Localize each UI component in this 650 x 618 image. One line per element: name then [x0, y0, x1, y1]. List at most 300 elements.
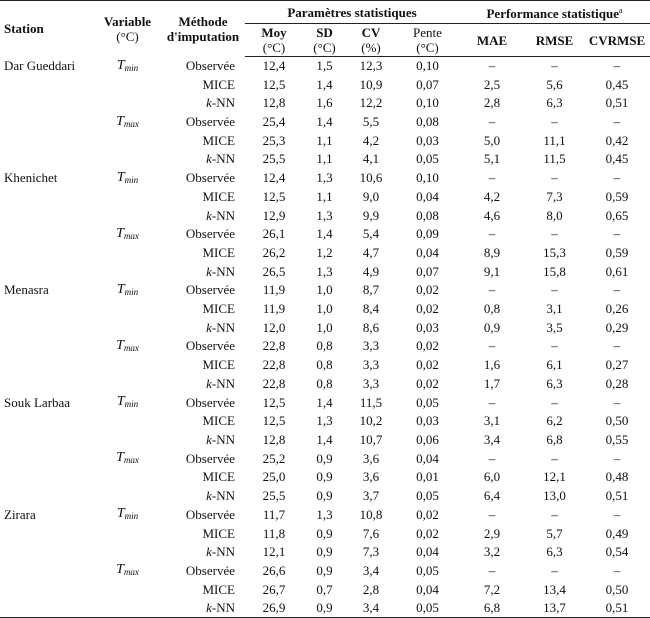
station-cell [0, 150, 94, 169]
variable-symbol: T [116, 57, 125, 73]
rmse-cell: 13,0 [543, 487, 566, 503]
cvrmse-cell: 0,50 [605, 413, 629, 429]
sd-cell: 0,8 [316, 375, 333, 391]
table-row [0, 188, 650, 207]
method-k-prefix: k [206, 599, 212, 615]
table-row [0, 76, 650, 95]
variable-header-line2: (°C) [116, 28, 139, 44]
cv-cell: 12,2 [359, 95, 383, 111]
station-cell [0, 543, 94, 562]
station-cell [0, 94, 94, 113]
method-label: Observée [185, 114, 235, 130]
variable-cell [94, 393, 161, 412]
station-cell [0, 449, 94, 468]
pente-header-line2: (°C) [416, 40, 439, 55]
mae-cell: 7,2 [483, 581, 501, 597]
table-row [0, 561, 650, 580]
station-cell [0, 580, 94, 599]
method-label: -NN [211, 151, 235, 167]
cv-cell: 8,6 [362, 319, 380, 335]
moy-cell: 26,9 [245, 599, 303, 618]
table-row [0, 337, 650, 356]
pente-cell: 0,09 [416, 226, 439, 242]
station-cell [0, 599, 94, 618]
moy-cell: 26,2 [262, 245, 286, 261]
table-row [0, 57, 650, 76]
variable-symbol: T [116, 225, 124, 241]
pente-cell: 0,01 [416, 469, 439, 485]
perf-group-label: Performance statistique [486, 6, 619, 21]
variable-subscript: max [123, 342, 139, 353]
sd-cell: 0,9 [316, 487, 333, 503]
variable-cell [94, 468, 161, 487]
sd-cell: 1,4 [316, 394, 333, 410]
sd-cell: 1,3 [316, 170, 333, 186]
moy-header-line1: Moy [261, 25, 287, 40]
table-row [0, 524, 650, 543]
method-cell [161, 393, 245, 412]
variable-subscript: min [124, 286, 139, 297]
pente-cell: 0,02 [416, 375, 439, 391]
method-cell [161, 375, 245, 394]
variable-cell [94, 206, 161, 225]
cvrmse-cell: – [613, 394, 621, 410]
rmse-cell: 3,5 [546, 319, 563, 335]
cvrmse-cell: 0,49 [605, 525, 629, 541]
method-cell [161, 524, 245, 543]
method-cell [161, 169, 245, 188]
method-k-prefix: k [206, 431, 212, 447]
table-row [0, 580, 650, 599]
cvrmse-cell: – [613, 338, 621, 354]
station-cell [0, 524, 94, 543]
table-row [0, 300, 650, 319]
moy-cell: 12,0 [262, 319, 286, 335]
moy-cell: 25,5 [262, 151, 286, 167]
cvrmse-cell: 0,51 [605, 95, 629, 111]
cv-cell: 4,7 [362, 245, 380, 261]
sd-cell: 1,1 [316, 132, 333, 148]
mae-cell: – [488, 58, 496, 74]
variable-cell [94, 580, 161, 599]
variable-symbol: T [116, 113, 124, 129]
table-row [0, 94, 650, 113]
moy-cell: 12,5 [262, 394, 286, 410]
station-header: Station [0, 1, 94, 57]
cv-cell: 5,5 [362, 114, 380, 130]
pente-cell: 0,02 [416, 282, 439, 298]
cvrmse-cell: – [613, 58, 621, 74]
cvrmse-cell: 0,28 [605, 375, 629, 391]
cv-cell: 10,8 [359, 506, 383, 522]
cv-cell: 10,7 [359, 431, 383, 447]
method-label: Observée [185, 450, 235, 466]
mae-cell: – [488, 506, 496, 522]
method-header-line1: Méthode [178, 13, 228, 29]
method-label: MICE [202, 581, 235, 597]
method-label: Observée [185, 226, 235, 242]
table-row [0, 262, 650, 281]
method-label: MICE [202, 245, 235, 261]
station-cell [0, 431, 94, 450]
sd-cell: 1,0 [316, 282, 333, 298]
cv-cell: 3,6 [362, 469, 380, 485]
variable-cell [94, 244, 161, 263]
rmse-cell: 6,2 [546, 413, 563, 429]
rmse-cell: 11,5 [543, 151, 566, 167]
cv-header-line1: CV [361, 25, 381, 40]
cv-cell: 11,5 [359, 394, 383, 410]
method-k-prefix: k [206, 95, 212, 111]
station-cell [0, 225, 94, 244]
moy-cell: 12,5 [262, 188, 286, 204]
variable-subscript: min [124, 399, 139, 410]
variable-cell [94, 375, 161, 394]
sd-cell: 0,9 [316, 525, 333, 541]
method-cell [161, 356, 245, 375]
mae-cell: 1,6 [483, 357, 501, 373]
variable-cell [94, 524, 161, 543]
pente-cell: 0,04 [416, 245, 439, 261]
method-k-prefix: k [206, 263, 212, 279]
moy-cell: 12,4 [262, 170, 286, 186]
variable-symbol: T [116, 450, 124, 466]
method-header [161, 1, 245, 57]
method-label: MICE [202, 188, 235, 204]
table-row [0, 318, 650, 337]
mae-cell: 6,0 [483, 469, 501, 485]
cvrmse-cell: 0,45 [605, 76, 629, 92]
table-row [0, 393, 650, 412]
method-cell [161, 76, 245, 95]
cvrmse-cell: – [613, 282, 621, 298]
moy-cell: 12,8 [262, 95, 286, 111]
mae-cell: 2,9 [483, 525, 501, 541]
cv-header-line2: (%) [361, 40, 381, 55]
station-cell [0, 468, 94, 487]
moy-cell: 25,4 [262, 114, 286, 130]
moy-cell: 22,8 [262, 375, 286, 391]
pente-cell: 0,03 [416, 132, 439, 148]
moy-cell: 11,8 [262, 525, 286, 541]
variable-cell [94, 356, 161, 375]
moy-cell: 22,8 [262, 338, 286, 354]
rmse-cell: 15,8 [543, 263, 566, 279]
mae-cell: 2,8 [483, 95, 501, 111]
cv-cell: 4,9 [362, 263, 380, 279]
cv-cell: 3,4 [362, 562, 380, 578]
table-row [0, 244, 650, 263]
method-k-prefix: k [206, 375, 212, 391]
sd-cell: 0,8 [316, 357, 333, 373]
station-cell [0, 132, 94, 151]
variable-subscript: max [123, 567, 139, 578]
method-k-prefix: k [206, 319, 212, 335]
mae-cell: 5,0 [483, 132, 501, 148]
cv-cell: 5,4 [362, 226, 380, 242]
pente-header-line1: Pente [413, 25, 442, 40]
pente-cell: 0,03 [416, 319, 439, 335]
method-label: MICE [202, 357, 235, 373]
variable-cell [94, 487, 161, 506]
mae-cell: 4,6 [483, 207, 501, 223]
station-cell [0, 262, 94, 281]
method-cell [161, 244, 245, 263]
variable-subscript: max [123, 455, 139, 466]
mae-cell: 4,2 [483, 188, 501, 204]
variable-cell [94, 337, 161, 356]
method-label: -NN [211, 263, 235, 279]
variable-cell [94, 449, 161, 468]
variable-cell [94, 300, 161, 319]
moy-cell: 25,5 [262, 487, 286, 503]
cvrmse-cell: 0,51 [584, 599, 650, 618]
method-cell [161, 188, 245, 207]
rmse-cell: – [551, 58, 558, 74]
cv-cell: 2,8 [362, 581, 380, 597]
station-cell [0, 561, 94, 580]
sd-cell: 1,3 [316, 506, 333, 522]
table-row [0, 150, 650, 169]
station-cell [0, 300, 94, 319]
station-cell: Khenichet [4, 170, 58, 186]
pente-cell: 0,08 [416, 114, 439, 130]
method-cell [161, 337, 245, 356]
station-cell: Zirara [4, 506, 36, 522]
moy-header-line2: (°C) [262, 40, 286, 55]
variable-cell [94, 57, 161, 76]
rmse-cell: – [551, 282, 558, 298]
sd-cell: 0,9 [316, 450, 333, 466]
pente-cell: 0,02 [416, 338, 439, 354]
mae-cell: 3,2 [483, 544, 501, 560]
sd-cell: 1,1 [316, 188, 333, 204]
pente-cell: 0,07 [416, 263, 439, 279]
moy-cell: 12,4 [262, 58, 286, 74]
cvrmse-cell: – [613, 170, 621, 186]
cv-cell: 8,7 [362, 282, 380, 298]
pente-cell: 0,04 [416, 450, 439, 466]
moy-cell: 25,0 [262, 469, 286, 485]
sd-header-line2: (°C) [313, 40, 336, 55]
cv-cell: 12,3 [359, 58, 383, 74]
rmse-cell: – [551, 114, 558, 130]
pente-cell: 0,02 [416, 357, 439, 373]
moy-cell: 26,6 [262, 562, 286, 578]
cvrmse-cell: – [613, 226, 621, 242]
pente-cell: 0,10 [416, 58, 439, 74]
method-label: Observée [185, 562, 235, 578]
rmse-cell: 12,1 [543, 469, 566, 485]
table-row [0, 431, 650, 450]
variable-cell [94, 150, 161, 169]
variable-subscript: max [123, 230, 139, 241]
method-header-line2: d'imputation [166, 28, 240, 44]
cv-cell: 8,4 [362, 301, 380, 317]
variable-symbol: T [116, 562, 124, 578]
pente-cell: 0,05 [416, 487, 439, 503]
variable-cell [94, 113, 161, 132]
method-cell [161, 487, 245, 506]
cvrmse-cell: 0,27 [605, 357, 629, 373]
method-label: Observée [185, 506, 235, 522]
rmse-cell: 6,3 [546, 95, 563, 111]
variable-cell [94, 281, 161, 300]
variable-cell [94, 262, 161, 281]
variable-cell [94, 188, 161, 207]
cvrmse-cell: 0,61 [605, 263, 629, 279]
mae-cell: – [488, 562, 496, 578]
moy-cell: 11,7 [262, 506, 286, 522]
station-cell: Dar Gueddari [4, 58, 76, 73]
table-row [0, 375, 650, 394]
method-cell [161, 580, 245, 599]
method-label: MICE [202, 413, 235, 429]
method-label: -NN [211, 544, 235, 560]
mae-cell: 9,1 [483, 263, 501, 279]
table-row [0, 599, 650, 618]
variable-cell [94, 76, 161, 95]
method-cell [161, 412, 245, 431]
pente-cell: 0,02 [416, 525, 439, 541]
sd-cell: 0,9 [316, 469, 333, 485]
method-cell [161, 449, 245, 468]
method-label: -NN [211, 319, 235, 335]
sd-cell: 1,2 [316, 245, 333, 261]
method-k-prefix: k [206, 487, 212, 503]
cvrmse-cell: 0,26 [605, 301, 629, 317]
variable-subscript: min [124, 511, 139, 522]
method-cell [161, 468, 245, 487]
pente-cell: 0,10 [416, 170, 439, 186]
method-cell [161, 431, 245, 450]
cv-cell: 7,3 [362, 544, 380, 560]
method-cell [161, 599, 245, 618]
sd-cell: 1,5 [316, 58, 333, 74]
variable-symbol: T [116, 169, 125, 185]
method-label: -NN [211, 487, 235, 503]
rmse-cell: – [551, 394, 558, 410]
station-cell: Menasra [4, 282, 49, 298]
cv-cell: 9,0 [362, 188, 380, 204]
method-cell [161, 206, 245, 225]
cv-cell: 10,9 [359, 76, 383, 92]
rmse-cell: – [551, 506, 558, 522]
table-row [0, 113, 650, 132]
mae-cell: 1,7 [483, 375, 501, 391]
mae-header: MAE [459, 24, 525, 57]
sd-cell: 1,4 [316, 114, 333, 130]
table-row [0, 543, 650, 562]
method-label: Observée [185, 338, 235, 354]
cv-cell: 3,6 [362, 450, 380, 466]
table-header [0, 1, 650, 57]
pente-cell: 0,05 [416, 394, 439, 410]
sd-cell: 1,4 [316, 431, 333, 447]
rmse-cell: – [551, 562, 558, 578]
cv-cell: 3,3 [362, 357, 380, 373]
cv-cell: 10,2 [359, 413, 383, 429]
station-cell [0, 206, 94, 225]
mae-cell: 0,9 [483, 319, 501, 335]
cvrmse-cell: 0,51 [605, 487, 629, 503]
variable-cell [94, 599, 161, 618]
method-label: Observée [185, 58, 235, 73]
mae-cell: 6,8 [459, 599, 525, 618]
moy-cell: 26,7 [262, 581, 286, 597]
station-cell [0, 375, 94, 394]
sd-cell: 0,9 [316, 544, 333, 560]
table-row [0, 468, 650, 487]
method-cell [161, 561, 245, 580]
moy-cell: 25,3 [262, 132, 286, 148]
table-row [0, 169, 650, 188]
mae-cell: 6,4 [483, 487, 501, 503]
table-body [0, 57, 650, 618]
variable-cell [94, 169, 161, 188]
method-cell [161, 94, 245, 113]
cv-cell: 3,3 [362, 338, 380, 354]
moy-cell: 12,5 [262, 413, 286, 429]
pente-cell: 0,05 [416, 562, 439, 578]
rmse-cell: 8,0 [546, 207, 563, 223]
pente-cell: 0,05 [396, 599, 459, 618]
pente-cell: 0,04 [416, 544, 439, 560]
rmse-cell: – [551, 226, 558, 242]
sd-cell: 0,7 [316, 581, 333, 597]
mae-cell: – [488, 450, 496, 466]
pente-cell: 0,02 [416, 506, 439, 522]
pente-cell: 0,03 [416, 413, 439, 429]
cvrmse-cell: – [613, 562, 621, 578]
station-cell [0, 318, 94, 337]
variable-subscript: min [124, 174, 139, 185]
cv-cell: 4,2 [362, 132, 380, 148]
method-cell [161, 150, 245, 169]
method-cell [161, 281, 245, 300]
pente-cell: 0,06 [416, 431, 439, 447]
rmse-cell: 13,7 [525, 599, 584, 618]
variable-cell [94, 561, 161, 580]
stats-group-header: Paramètres statistiques [245, 1, 459, 24]
perf-footnote-marker: a [618, 6, 623, 15]
cv-header [346, 24, 396, 57]
method-cell [161, 543, 245, 562]
method-label: MICE [202, 301, 235, 317]
sd-cell: 0,9 [303, 599, 346, 618]
cvrmse-cell: – [613, 114, 621, 130]
method-cell [161, 113, 245, 132]
method-label: MICE [202, 469, 235, 485]
mae-cell: – [488, 114, 496, 130]
mae-cell: 3,4 [483, 431, 501, 447]
variable-cell [94, 431, 161, 450]
rmse-header: RMSE [525, 24, 584, 57]
moy-header [245, 24, 303, 57]
moy-cell: 12,5 [262, 76, 286, 92]
moy-cell: 11,9 [262, 282, 286, 298]
method-cell [161, 132, 245, 151]
variable-cell [94, 225, 161, 244]
cvrmse-cell: 0,42 [605, 132, 629, 148]
rmse-cell: 13,4 [543, 581, 566, 597]
variable-cell [94, 505, 161, 524]
method-label: Observée [185, 170, 235, 186]
table-row [0, 505, 650, 524]
station-cell [0, 337, 94, 356]
variable-symbol: T [116, 337, 124, 353]
station-cell [0, 487, 94, 506]
